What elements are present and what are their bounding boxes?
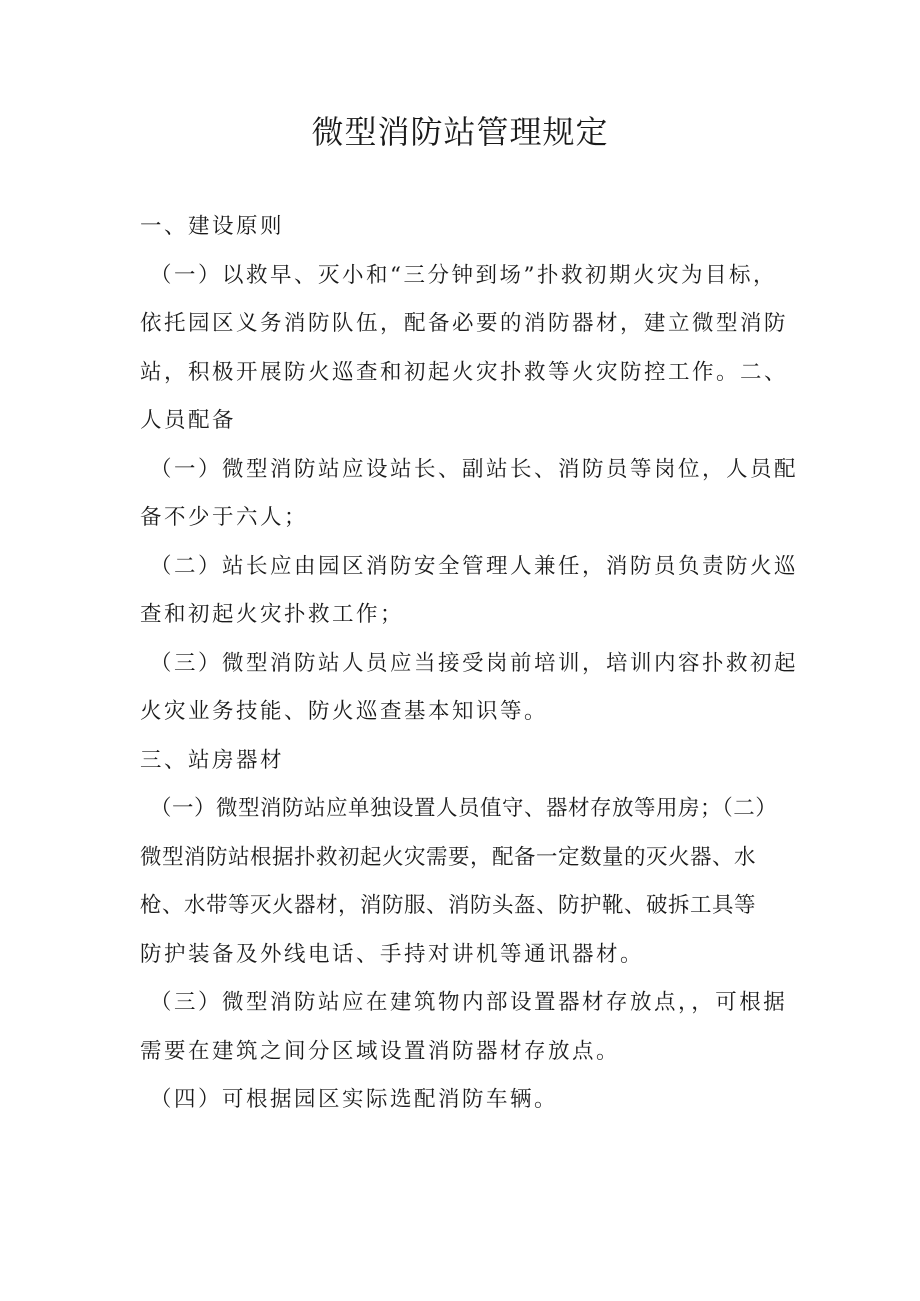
paragraph-line: （三）微型消防站人员应当接受岗前培训，培训内容扑救初起 — [150, 650, 799, 676]
paragraph-line: （一）以救早、灭小和“三分钟到场”扑救初期火灾为目标， — [150, 262, 777, 288]
paragraph-line: 火灾业务技能、防火巡查基本知识等。 — [140, 699, 549, 724]
paragraph-line: 备不少于六人； — [140, 505, 309, 530]
section-heading-2: 人员配备 — [140, 408, 237, 433]
page-title: 微型消防站管理规定 — [311, 113, 609, 151]
paragraph-line: 站，积极开展防火巡查和初起火灾扑救等火灾防控工作。二、 — [140, 359, 789, 385]
section-heading-3: 三、站房器材 — [140, 747, 285, 773]
paragraph-line: （三）微型消防站应在建筑物内部设置器材存放点，，可根据 — [150, 990, 788, 1015]
document-body — [140, 203, 799, 1125]
paragraph-line: （二）站长应由园区消防安全管理人兼任，消防员负责防火巡 — [150, 553, 799, 579]
paragraph-line: 微型消防站根据扑救初起火灾需要，配备一定数量的灭火器、水 — [140, 844, 757, 870]
paragraph-line: （一）微型消防站应单独设置人员值守、器材存放等用房；（二） — [150, 796, 778, 821]
paragraph-line: （一）微型消防站应设站长、副站长、消防员等岗位，人员配 — [150, 456, 799, 482]
paragraph-line: 查和初起火灾扑救工作； — [140, 602, 405, 627]
paragraph-line: 需要在建筑之间分区域设置消防器材存放点。 — [140, 1038, 621, 1064]
paragraph-line: （四）可根据园区实际选配消防车辆。 — [150, 1087, 559, 1112]
paragraph-line: 防护装备及外线电话、手持对讲机等通讯器材。 — [140, 941, 645, 967]
paragraph-line: 依托园区义务消防队伍，配备必要的消防器材，建立微型消防 — [140, 311, 789, 336]
section-heading-1: 一、建设原则 — [140, 214, 285, 239]
paragraph-line: 枪、水带等灭火器材，消防服、消防头盔、防护靴、破拆工具等 — [140, 893, 757, 918]
